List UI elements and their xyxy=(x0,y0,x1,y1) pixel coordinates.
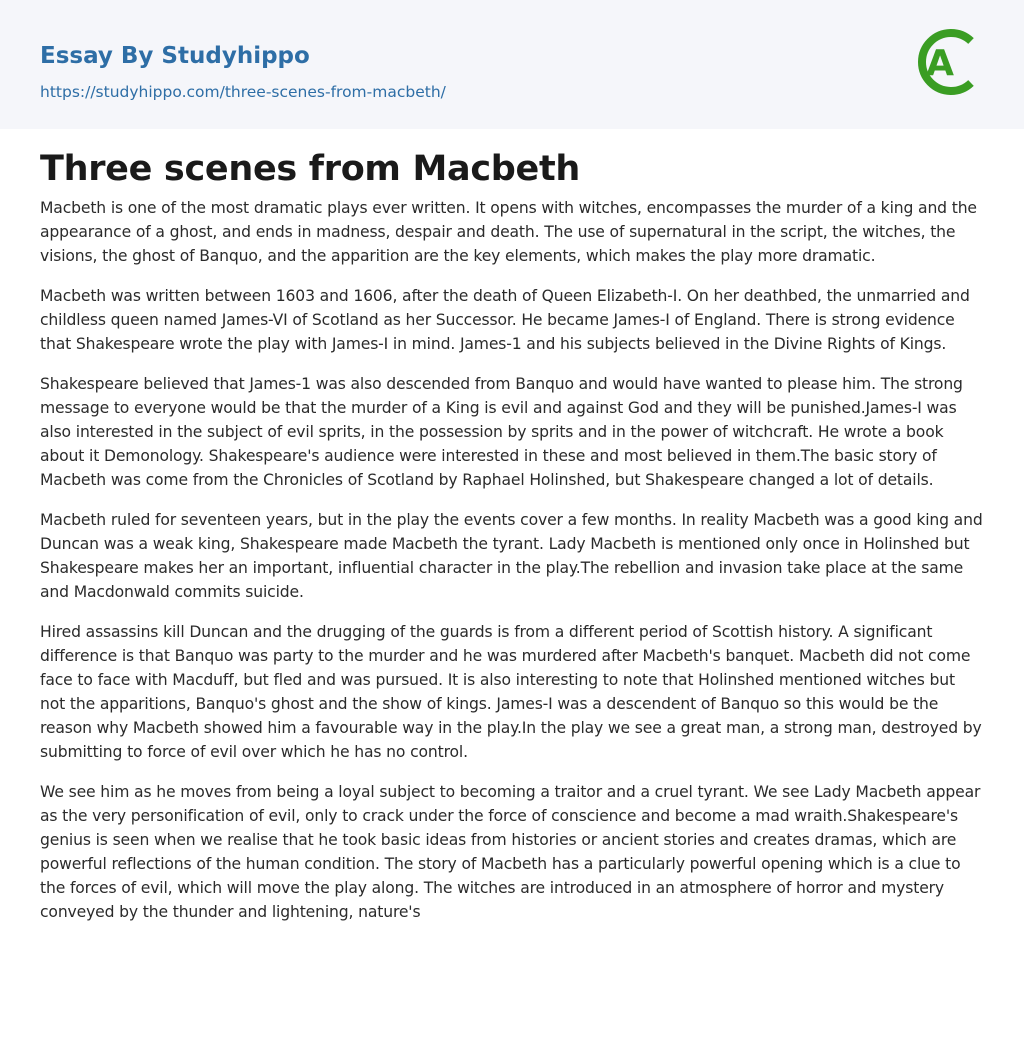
article-paragraph-6: We see him as he moves from being a loyal subject to becoming a traitor and a cruel tyrant. We see Lady Macbeth appear as the very personification of evil, only to crack under the force of conscience and become a mad wraith.Shakespeare's genius is seen when we realise that he took basic ideas from histories or ancient stories and creates dramas, which are powerful reflections of the human condition. The story of Macbeth has a particularly powerful opening which is a clue to the forces of evil, which will move the play along. The witches are introduced in an atmosphere of horror and mystery conveyed by the thunder and lightening, nature's xyxy=(40,783,981,921)
article-paragraph-3: Shakespeare believed that James-1 was also descended from Banquo and would have wanted to please him. The strong message to everyone would be that the murder of a King is evil and against God and they will be punished.James-I was also interested in the subject of evil sprits, in the possession by sprits and in the power of witchcraft. He wrote a book about it Demonology. Shakespeare's audience were interested in these and most believed in them.The basic story of Macbeth was come from the Chronicles of Scotland by Raphael Holinshed, but Shakespeare changed a lot of details. xyxy=(40,375,963,489)
essay-url-link[interactable]: https://studyhippo.com/three-scenes-from-macbeth/ xyxy=(40,83,446,101)
article-title: Three scenes from Macbeth xyxy=(40,149,581,189)
article-paragraph-2: Macbeth was written between 1603 and 1606, after the death of Queen Elizabeth-I. On her deathbed, the unmarried and childless queen named James-VI of Scotland as her Successor. He became James-I of England. There is strong evidence that Shakespeare wrote the play with James-I in mind. James-1 and his subjects believed in the Divine Rights of Kings. xyxy=(40,287,970,353)
article-content xyxy=(0,148,1024,924)
site-header xyxy=(0,0,1024,129)
logo-letter: A xyxy=(926,43,954,84)
site-brand[interactable]: Essay By Studyhippo xyxy=(40,43,310,69)
studyhippo-logo-icon[interactable] xyxy=(914,19,984,105)
article-paragraph-1: Macbeth is one of the most dramatic plays ever written. It opens with witches, encompasses the murder of a king and the appearance of a ghost, and ends in madness, despair and death. The use of supernatural in the script, the witches, the visions, the ghost of Banquo, and the apparition are the key elements, which makes the play more dramatic. xyxy=(40,199,977,265)
article-paragraph-5: Hired assassins kill Duncan and the drugging of the guards is from a different period of Scottish history. A significant difference is that Banquo was party to the murder and he was murdered after Macbeth's banquet. Macbeth did not come face to face with Macduff, but fled and was pursued. It is also interesting to note that Holinshed mentioned witches but not the apparitions, Banquo's ghost and the show of kings. James-I was a descendent of Banquo so this would be the reason why Macbeth showed him a favourable way in the play.In the play we see a great man, a strong man, destroyed by submitting to force of evil over which he has no control. xyxy=(40,623,982,761)
article-paragraph-4: Macbeth ruled for seventeen years, but in the play the events cover a few months. In reality Macbeth was a good king and Duncan was a weak king, Shakespeare made Macbeth the tyrant. Lady Macbeth is mentioned only once in Holinshed but Shakespeare makes her an important, influential character in the play.The rebellion and invasion take place at the same and Macdonwald commits suicide. xyxy=(40,511,983,601)
